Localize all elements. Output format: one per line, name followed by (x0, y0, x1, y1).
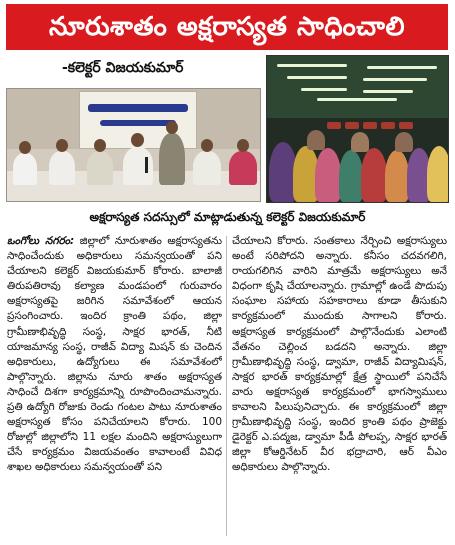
photo-dais-head (56, 139, 68, 152)
photo-audience-ceiling-light (367, 66, 437, 69)
photo-audience-chair (327, 122, 341, 129)
photo-audience-chair (363, 122, 377, 129)
photo-dais-person (193, 151, 221, 185)
photo-audience (266, 55, 449, 203)
photo-audience-person (361, 148, 387, 202)
column-divider (226, 236, 227, 536)
photo-dais-person (229, 151, 257, 185)
photo-dais-person (87, 151, 113, 185)
photo-dais-head (131, 133, 144, 147)
article-column-left (7, 234, 222, 539)
headline-banner (6, 4, 448, 50)
dateline: ఒంగోలు నగరం: (7, 235, 75, 247)
headline-text: నూరుశాతం అక్షరాస్యత సాధించాలి (48, 12, 406, 42)
photo-caption: అక్షరాస్యత సదస్సులో మాట్లాడుతున్న కలెక్టర్ విజయకుమార్ (89, 210, 366, 224)
photo-dais-banner-lettering (88, 104, 188, 112)
photo-audience-person (395, 132, 413, 152)
photo-audience-person (385, 150, 409, 202)
photo-audience-person (307, 130, 325, 150)
photo-dais-banner-lettering-2 (100, 120, 176, 126)
article-paragraph (7, 234, 222, 476)
photo-dais-head (237, 139, 249, 152)
photo-audience-ceiling-light (363, 78, 427, 81)
photo-audience-chair (381, 122, 395, 129)
photo-dais-person (13, 153, 37, 185)
photo-dais-head (166, 121, 178, 134)
photo-dais-head (94, 139, 106, 152)
photo-audience-person (339, 150, 363, 202)
photo-dais (6, 88, 261, 202)
photo-dais-head (201, 139, 213, 152)
byline: -కలెక్టర్ విజయకుమార్ (62, 60, 184, 76)
article-body-right: చేయాలని కోరారు. సంతకాలు నేర్చించి అక్షరాస్యులు అంటే సరిపోదని అన్నారు. కనీసం చదవగలిగి, రాయగలిగిన వారిని మాత్రమే అక్షరాస్యులు అనే విధంగా కృషి చేయాలన్నారు. గ్రామాల్లో ఉండే పొదుపు సంఘాల సహాయ సహకారాలు కూడా తీసుకుని కార్యక్రమంలో ముందుకు సాగాలని కోరారు. అక్షరాస్యత కార్యక్రమంలో పాల్గొనేందుకు ఎలాంటి వేతనం చెల్లించ బడదని అన్నారు. జిల్లా గ్రామీణాభివృద్ధి సంస్థ, డ్వామా, రాజీవ్ విద్యామిషన్, సాక్షర భారత్ కార్యక్రమాల్లో క్షేత్ర స్థాయిలో పనిచేసే వారు అక్షరాస్యత కార్యక్రమంలో భాగస్వాములు కావాలని పిలుపునిచ్చారు. ఈ కార్యక్రమంలో జిల్లా గ్రామీణాభివృద్ధి సంస్థ, ఇందిర క్రాంతి పథం ప్రాజెక్టు డైరెక్టర్ ఎ.పద్మజ, డ్వామా పీడీ పోలప్ప, సాక్షర భారత్ జిల్లా కోఆర్డినేటర్ వీర భద్రాచారి, ఆర్ వీఎం అధికారులు పాల్గొన్నారు. (232, 235, 447, 474)
photo-dais-person (49, 151, 75, 185)
article-body-left: జిల్లాలో నూరుశాతం అక్షరాస్యతను సాధించేందుకు అధికారులు సమన్వయంతో పని చేయాలని కలెక్టర్ విజయకుమార్ కోరారు. బాలాజీ తిరుపతిరావు కల్యాణ మండపంలో గురువారం అక్షరాస్యతపై జరిగిన సమావేశంలో ఆయన ప్రసంగించారు. ఇందిర క్రాంతి పథం, జిల్లా గ్రామీణాభివృద్ధి సంస్థ, సాక్షర భారత్, నీటి యాజమాన్య సంస్థ, రాజీవ్ విద్యా మిషన్ కు చెందిన అధికారులు, ఉద్యోగులు ఈ సమావేశంలో పాల్గొన్నారు. జిల్లాను నూరు శాతం అక్షరాస్యత సాధించే దిశగా కార్యక్రమాన్ని రూపొందించామన్నారు. ప్రతి ఉద్యోగి రోజుకు రెండు గంటల పాటు నూరుశాతం అక్షరాస్యత కోసం పనిచేయాలని కోరారు. 100 రోజుల్లో జిల్లాలోని 11 లక్షల మందిని అక్షరాస్యులుగా చేసే కార్యక్రమం విజయవంతం కావాలంటే వివిధ శాఖల అధికారులు సమన్వయంతో పని (7, 235, 222, 474)
photo-audience-ceiling-light (301, 88, 347, 91)
photo-dais-person (159, 133, 185, 185)
photo-audience-chair (399, 122, 413, 129)
photo-dais-head (19, 141, 31, 154)
photo-dais-person (123, 147, 153, 185)
photo-audience-person (427, 146, 449, 202)
photo-audience-ceiling-light (363, 90, 413, 93)
article-column-right (232, 234, 447, 539)
photo-audience-ceiling-light (287, 76, 347, 79)
photo-dais-microphone (145, 157, 148, 173)
photo-audience-ceiling-light (317, 98, 397, 101)
photo-audience-person (351, 132, 369, 152)
photo-audience-person (315, 148, 341, 202)
photo-audience-chair (345, 122, 359, 129)
photo-audience-ceiling-light (277, 64, 347, 67)
